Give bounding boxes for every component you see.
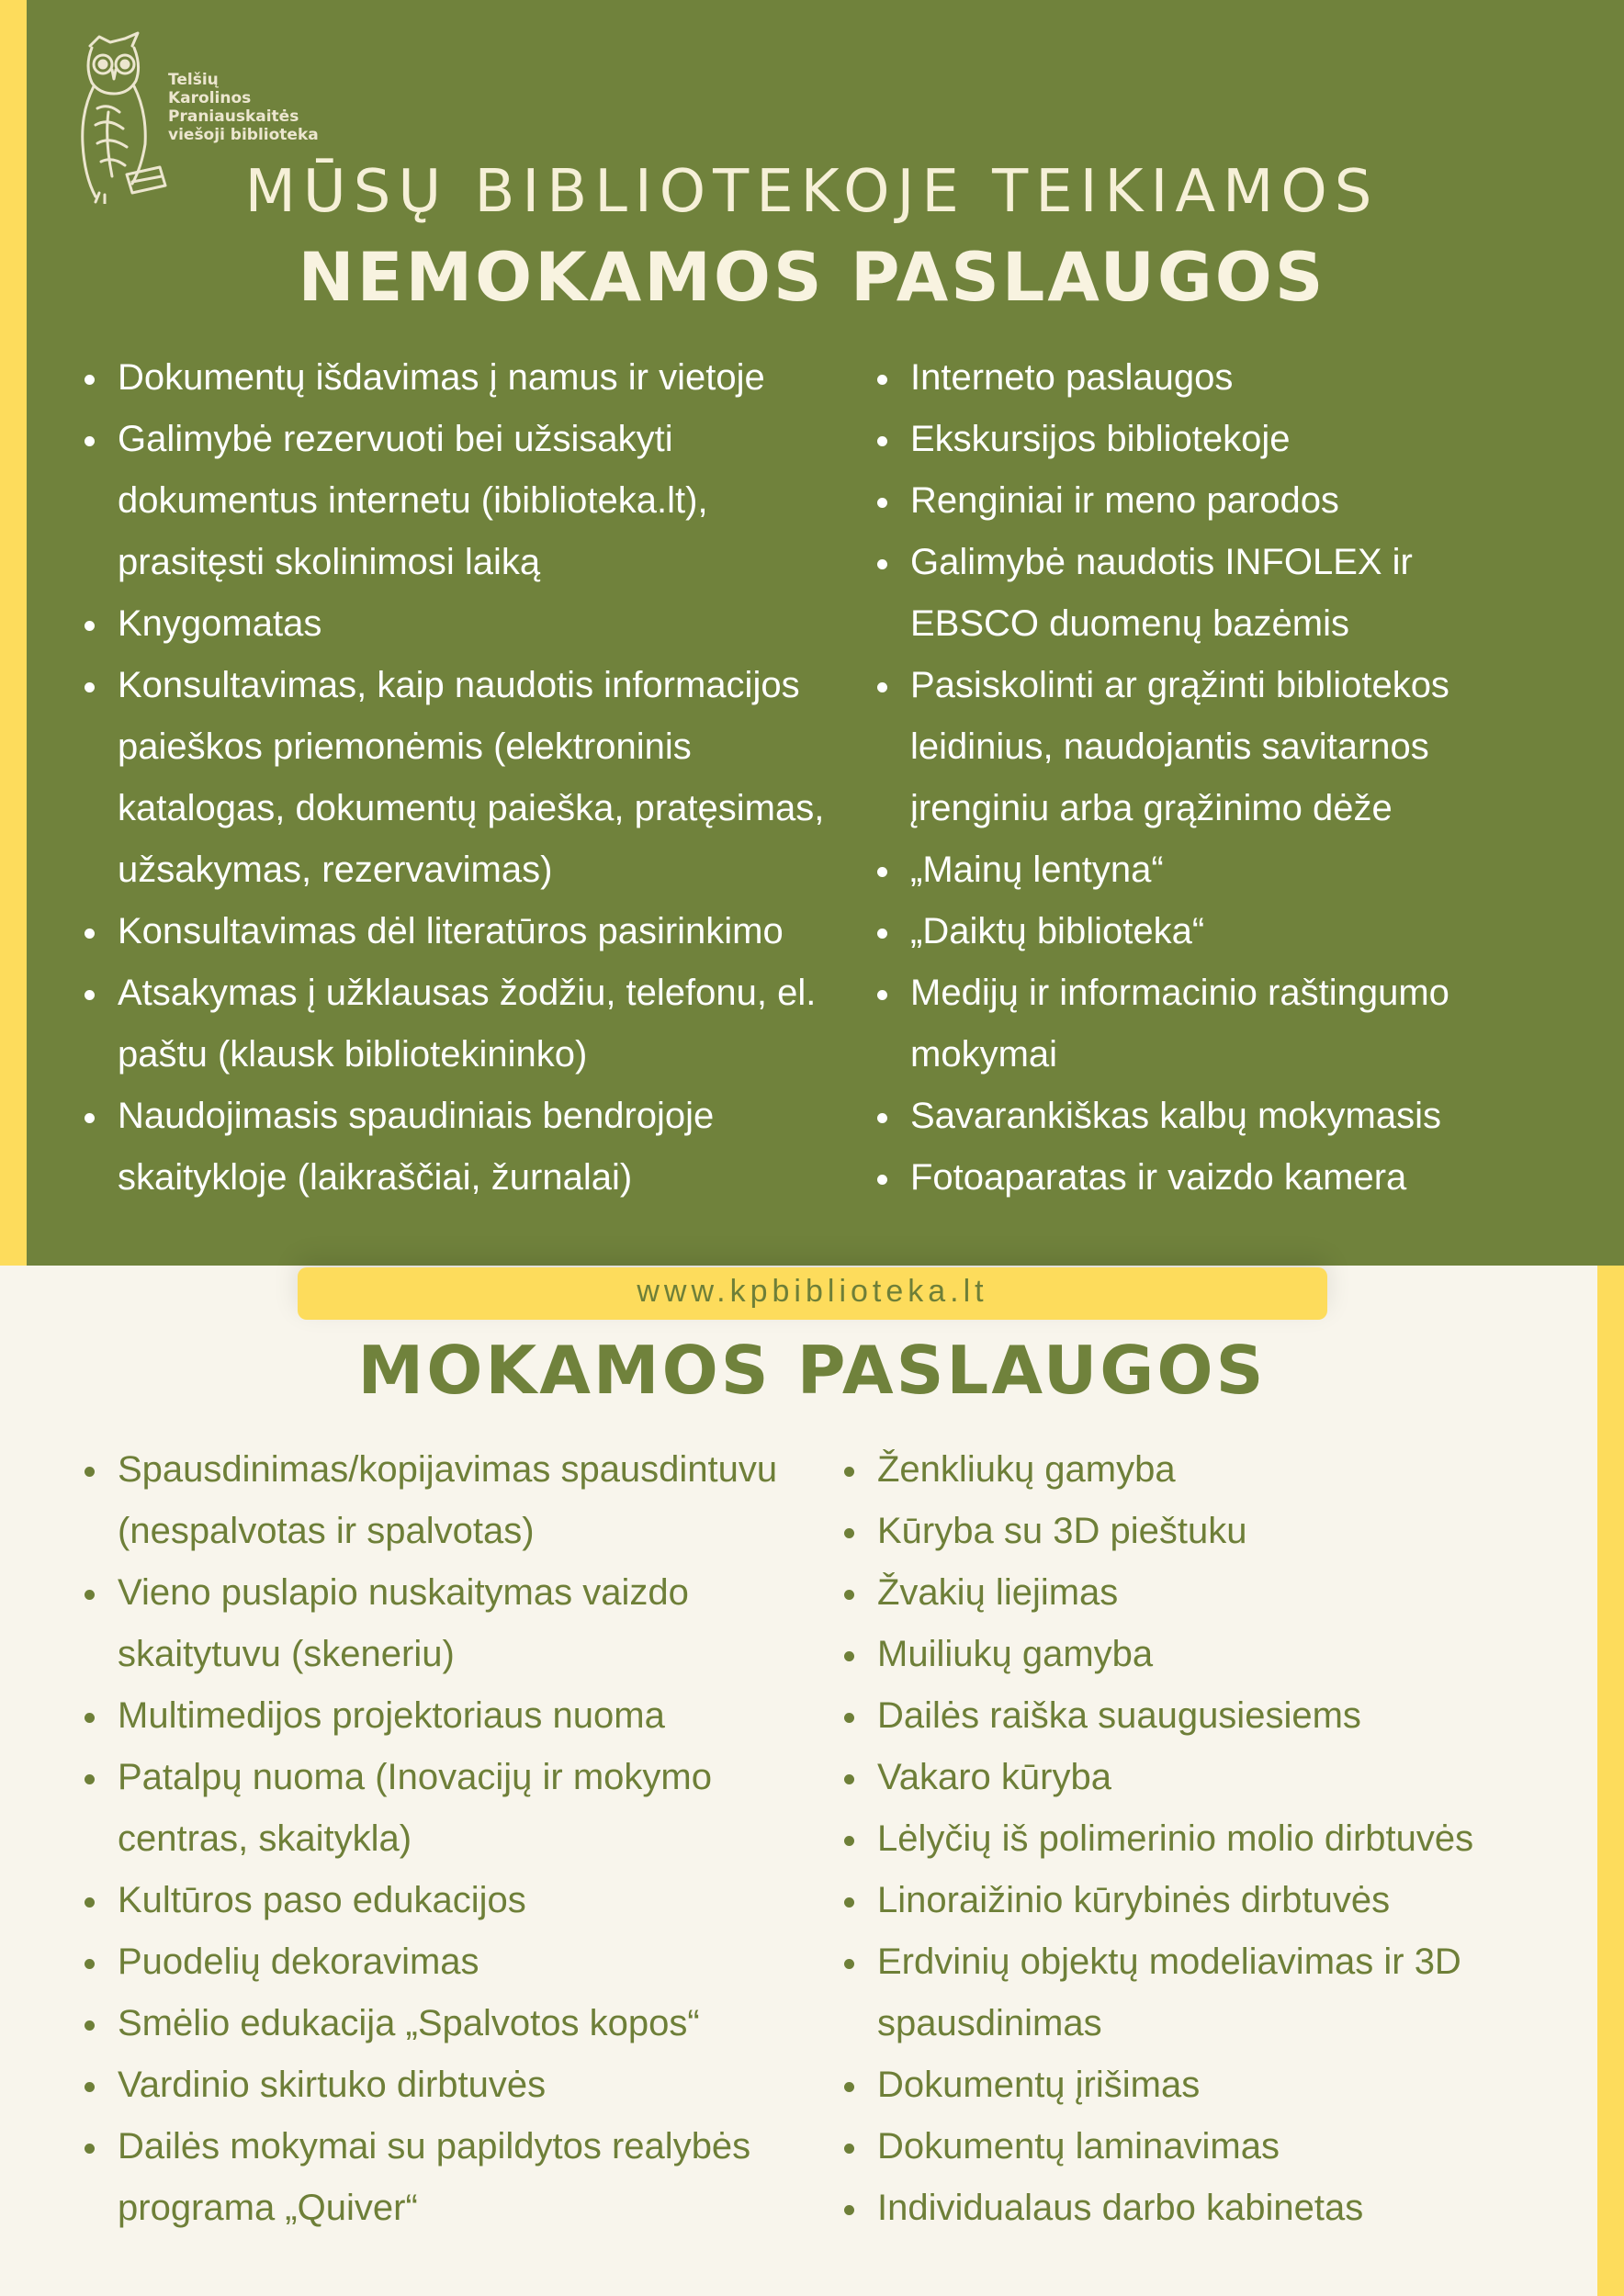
- list-item: Individualaus darbo kabinetas: [836, 2178, 1571, 2239]
- list-item: Pasiskolinti ar grąžinti bibliotekos leidinius, naudojantis savitarnos įrenginiu arba grąžinimo dėže: [869, 655, 1530, 839]
- paid-services-title: MOKAMOS PASLAUGOS: [357, 1332, 1267, 1409]
- list-item: Ženkliukų gamyba: [836, 1439, 1571, 1501]
- library-name-line: Telšių: [168, 71, 219, 89]
- list-item: Kultūros paso edukacijos: [76, 1870, 829, 1931]
- website-link[interactable]: www.kpbiblioteka.lt: [298, 1267, 1327, 1320]
- list-item: „Mainų lentyna“: [869, 839, 1530, 901]
- list-item: Savarankiškas kalbų mokymasis: [869, 1086, 1530, 1147]
- list-item: Medijų ir informacinio raštingumo mokymai: [869, 962, 1530, 1086]
- list-item: Dokumentų įrišimas: [836, 2054, 1571, 2116]
- free-services-left-list: [76, 347, 839, 1209]
- right-accent-stripe: [1597, 1266, 1624, 2296]
- list-item: Vardinio skirtuko dirbtuvės: [76, 2054, 829, 2116]
- library-name-line: Karolinos: [168, 89, 252, 107]
- list-item: Galimybė naudotis INFOLEX ir EBSCO duomenų bazėmis: [869, 532, 1530, 655]
- list-item: Lėlyčių iš polimerinio molio dirbtuvės: [836, 1808, 1571, 1870]
- list-item: Dokumentų išdavimas į namus ir vietoje: [76, 347, 839, 409]
- list-item: Multimedijos projektoriaus nuoma: [76, 1685, 829, 1747]
- list-item: Naudojimasis spaudiniais bendrojoje skaitykloje (laikraščiai, žurnalai): [76, 1086, 839, 1209]
- list-item: Erdvinių objektų modeliavimas ir 3D spausdinimas: [836, 1931, 1571, 2054]
- list-item: Galimybė rezervuoti bei užsisakyti dokumentus internetu (ibiblioteka.lt), prasitęsti skolinimosi laiką: [76, 409, 839, 593]
- library-name-line: Praniauskaitės: [168, 107, 299, 126]
- list-item: Muiliukų gamyba: [836, 1624, 1571, 1685]
- library-name: [168, 71, 319, 144]
- list-item: Smėlio edukacija „Spalvotos kopos“: [76, 1993, 829, 2054]
- free-services-right-list: [869, 347, 1530, 1209]
- list-item: Ekskursijos bibliotekoje: [869, 409, 1530, 470]
- list-item: Dailės raiška suaugusiesiems: [836, 1685, 1571, 1747]
- list-item: Konsultavimas, kaip naudotis informacijos paieškos priemonėmis (elektroninis katalogas, dokumentų paieška, pratęsimas, užsakymas, rezervavimas): [76, 655, 839, 901]
- list-item: Fotoaparatas ir vaizdo kamera: [869, 1147, 1530, 1209]
- list-item: Konsultavimas dėl literatūros pasirinkimo: [76, 901, 839, 962]
- list-item: Knygomatas: [76, 593, 839, 655]
- list-item: Interneto paslaugos: [869, 347, 1530, 409]
- header-subtitle: MŪSŲ BIBLIOTEKOJE TEIKIAMOS: [244, 158, 1380, 226]
- list-item: Linoraižinio kūrybinės dirbtuvės: [836, 1870, 1571, 1931]
- paid-services-left-list: [76, 1439, 829, 2239]
- list-item: Kūryba su 3D pieštuku: [836, 1501, 1571, 1562]
- list-item: Vakaro kūryba: [836, 1747, 1571, 1808]
- list-item: Vieno puslapio nuskaitymas vaizdo skaitytuvu (skeneriu): [76, 1562, 829, 1685]
- list-item: Žvakių liejimas: [836, 1562, 1571, 1624]
- list-item: Spausdinimas/kopijavimas spausdintuvu (nespalvotas ir spalvotas): [76, 1439, 829, 1562]
- library-name-line: viešoji biblioteka: [168, 126, 319, 144]
- paid-services-right-list: [836, 1439, 1571, 2239]
- list-item: Dokumentų laminavimas: [836, 2116, 1571, 2178]
- list-item: Dailės mokymai su papildytos realybės programa „Quiver“: [76, 2116, 829, 2239]
- list-item: Atsakymas į užklausas žodžiu, telefonu, el. paštu (klausk bibliotekininko): [76, 962, 839, 1086]
- list-item: Puodelių dekoravimas: [76, 1931, 829, 1993]
- list-item: „Daiktų biblioteka“: [869, 901, 1530, 962]
- list-item: Renginiai ir meno parodos: [869, 470, 1530, 532]
- free-services-title: NEMOKAMOS PASLAUGOS: [298, 239, 1326, 317]
- list-item: Patalpų nuoma (Inovacijų ir mokymo centras, skaitykla): [76, 1747, 829, 1870]
